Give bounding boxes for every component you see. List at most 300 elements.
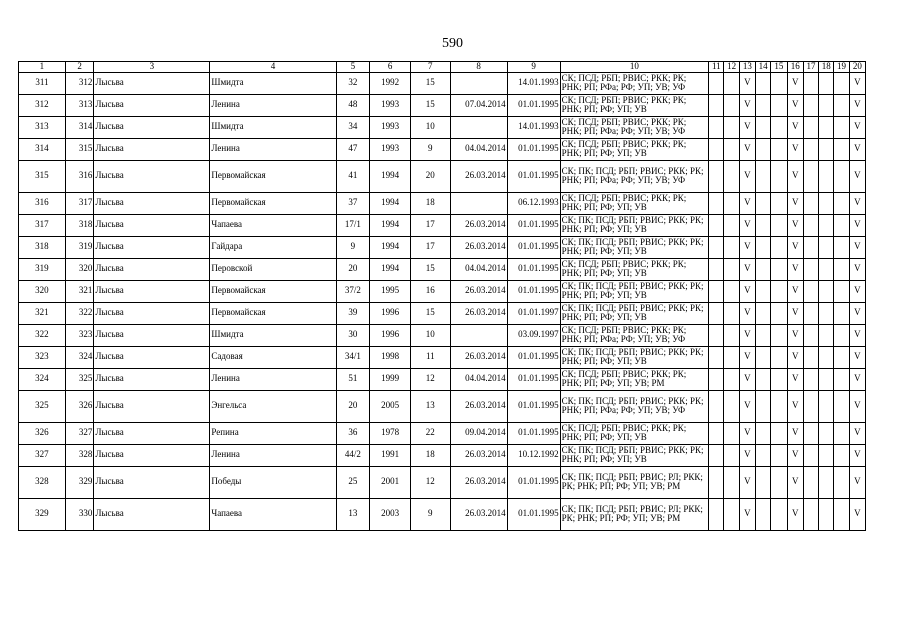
mark-col-15: [771, 444, 787, 466]
mark-col-12: [724, 214, 739, 236]
mark-col-13: V: [739, 498, 755, 530]
cell-col-2: 326: [65, 390, 94, 422]
mark-col-16: V: [787, 422, 803, 444]
cell-col-9: 14.01.1993: [507, 116, 560, 138]
cell-col-2: 329: [65, 466, 94, 498]
cell-col-7: 11: [410, 346, 450, 368]
cell-col-4: Ленина: [210, 444, 336, 466]
mark-col-16: V: [787, 390, 803, 422]
mark-col-20: V: [849, 160, 865, 192]
cell-col-6: 1994: [370, 236, 411, 258]
mark-col-20: V: [849, 346, 865, 368]
mark-col-13: V: [739, 116, 755, 138]
mark-col-16: V: [787, 346, 803, 368]
cell-col-2: 327: [65, 422, 94, 444]
cell-col-10: СК; ПК; ПСД; РБП; РВИС; РКК; РК; РНК; РП; РФа; РФ; УП; УВ; УФ: [560, 160, 709, 192]
mark-col-17: [803, 498, 818, 530]
mark-col-15: [771, 422, 787, 444]
column-header: 17: [803, 62, 818, 73]
mark-col-15: [771, 324, 787, 346]
cell-col-1: 318: [19, 236, 66, 258]
mark-col-17: [803, 72, 818, 94]
cell-col-2: 319: [65, 236, 94, 258]
column-header: 8: [450, 62, 507, 73]
cell-col-1: 323: [19, 346, 66, 368]
cell-col-2: 324: [65, 346, 94, 368]
cell-col-1: 315: [19, 160, 66, 192]
mark-col-11: [709, 498, 724, 530]
cell-col-8: 26.03.2014: [450, 466, 507, 498]
cell-col-7: 16: [410, 280, 450, 302]
mark-col-15: [771, 498, 787, 530]
mark-col-15: [771, 72, 787, 94]
mark-col-12: [724, 116, 739, 138]
cell-col-8: [450, 116, 507, 138]
cell-col-3: Лысьва: [94, 302, 210, 324]
mark-col-14: [756, 444, 771, 466]
cell-col-4: Шмидта: [210, 72, 336, 94]
mark-col-11: [709, 236, 724, 258]
cell-col-10: СК; ПСД; РБП; РВИС; РКК; РК; РНК; РП; РФа; РФ; УП; УВ; УФ: [560, 324, 709, 346]
mark-col-15: [771, 236, 787, 258]
cell-col-6: 1992: [370, 72, 411, 94]
cell-col-4: Шмидта: [210, 116, 336, 138]
mark-col-12: [724, 192, 739, 214]
mark-col-20: V: [849, 390, 865, 422]
cell-col-6: 2001: [370, 466, 411, 498]
cell-col-5: 51: [336, 368, 370, 390]
mark-col-16: V: [787, 236, 803, 258]
cell-col-2: 318: [65, 214, 94, 236]
mark-col-11: [709, 116, 724, 138]
cell-col-9: 01.01.1995: [507, 94, 560, 116]
cell-col-2: 312: [65, 72, 94, 94]
cell-col-7: 15: [410, 302, 450, 324]
mark-col-11: [709, 368, 724, 390]
cell-col-6: 1998: [370, 346, 411, 368]
cell-col-2: 325: [65, 368, 94, 390]
mark-col-17: [803, 116, 818, 138]
table-row: [19, 466, 866, 498]
mark-col-18: [819, 390, 834, 422]
mark-col-18: [819, 160, 834, 192]
cell-col-3: Лысьва: [94, 346, 210, 368]
mark-col-12: [724, 422, 739, 444]
mark-col-11: [709, 422, 724, 444]
mark-col-14: [756, 236, 771, 258]
mark-col-13: V: [739, 444, 755, 466]
cell-col-1: 312: [19, 94, 66, 116]
mark-col-20: V: [849, 444, 865, 466]
header-row: [19, 62, 866, 73]
mark-col-13: V: [739, 466, 755, 498]
cell-col-10: СК; ПСД; РБП; РВИС; РКК; РК; РНК; РП; РФ; УП; УВ: [560, 258, 709, 280]
cell-col-5: 37: [336, 192, 370, 214]
mark-col-16: V: [787, 498, 803, 530]
cell-col-6: 1993: [370, 94, 411, 116]
mark-col-16: V: [787, 302, 803, 324]
cell-col-7: 15: [410, 258, 450, 280]
cell-col-1: 314: [19, 138, 66, 160]
mark-col-14: [756, 280, 771, 302]
mark-col-13: V: [739, 236, 755, 258]
cell-col-9: 01.01.1995: [507, 498, 560, 530]
cell-col-8: 26.03.2014: [450, 390, 507, 422]
column-header: 14: [756, 62, 771, 73]
mark-col-20: V: [849, 498, 865, 530]
cell-col-8: 26.03.2014: [450, 280, 507, 302]
mark-col-16: V: [787, 138, 803, 160]
mark-col-17: [803, 236, 818, 258]
mark-col-11: [709, 324, 724, 346]
cell-col-4: Ленина: [210, 368, 336, 390]
mark-col-19: [834, 214, 849, 236]
mark-col-11: [709, 302, 724, 324]
cell-col-3: Лысьва: [94, 498, 210, 530]
cell-col-9: 01.01.1995: [507, 390, 560, 422]
mark-col-18: [819, 72, 834, 94]
table-row: [19, 192, 866, 214]
cell-col-4: Репина: [210, 422, 336, 444]
cell-col-2: 328: [65, 444, 94, 466]
mark-col-17: [803, 422, 818, 444]
cell-col-1: 319: [19, 258, 66, 280]
cell-col-10: СК; ПСД; РБП; РВИС; РКК; РК; РНК; РП; РФ; УП; УВ: [560, 422, 709, 444]
mark-col-15: [771, 280, 787, 302]
cell-col-5: 30: [336, 324, 370, 346]
mark-col-20: V: [849, 138, 865, 160]
mark-col-15: [771, 94, 787, 116]
cell-col-8: 26.03.2014: [450, 444, 507, 466]
mark-col-13: V: [739, 138, 755, 160]
cell-col-9: 01.01.1995: [507, 214, 560, 236]
cell-col-6: 1996: [370, 324, 411, 346]
cell-col-5: 20: [336, 390, 370, 422]
cell-col-8: 26.03.2014: [450, 498, 507, 530]
cell-col-8: 26.03.2014: [450, 214, 507, 236]
mark-col-14: [756, 258, 771, 280]
cell-col-4: Чапаева: [210, 498, 336, 530]
mark-col-19: [834, 368, 849, 390]
cell-col-6: 1996: [370, 302, 411, 324]
cell-col-7: 13: [410, 390, 450, 422]
mark-col-11: [709, 192, 724, 214]
mark-col-14: [756, 302, 771, 324]
mark-col-19: [834, 72, 849, 94]
mark-col-19: [834, 94, 849, 116]
mark-col-17: [803, 368, 818, 390]
mark-col-17: [803, 324, 818, 346]
table-row: [19, 444, 866, 466]
cell-col-2: 320: [65, 258, 94, 280]
cell-col-10: СК; ПК; ПСД; РБП; РВИС; РКК; РК; РНК; РП; РФ; УП; УВ: [560, 302, 709, 324]
mark-col-12: [724, 280, 739, 302]
cell-col-8: [450, 72, 507, 94]
cell-col-3: Лысьва: [94, 192, 210, 214]
cell-col-2: 323: [65, 324, 94, 346]
cell-col-3: Лысьва: [94, 444, 210, 466]
cell-col-6: 1993: [370, 116, 411, 138]
column-header: 19: [834, 62, 849, 73]
mark-col-12: [724, 368, 739, 390]
mark-col-17: [803, 258, 818, 280]
mark-col-20: V: [849, 236, 865, 258]
cell-col-6: 1991: [370, 444, 411, 466]
mark-col-13: V: [739, 258, 755, 280]
column-header: 4: [210, 62, 336, 73]
mark-col-20: V: [849, 94, 865, 116]
column-header: 11: [709, 62, 724, 73]
mark-col-17: [803, 466, 818, 498]
cell-col-8: 09.04.2014: [450, 422, 507, 444]
mark-col-17: [803, 192, 818, 214]
mark-col-18: [819, 324, 834, 346]
cell-col-4: Шмидта: [210, 324, 336, 346]
mark-col-18: [819, 94, 834, 116]
cell-col-9: 01.01.1995: [507, 280, 560, 302]
table-row: [19, 214, 866, 236]
cell-col-5: 44/2: [336, 444, 370, 466]
cell-col-4: Первомайская: [210, 302, 336, 324]
cell-col-10: СК; ПК; ПСД; РБП; РВИС; РЛ; РКК; РК; РНК; РП; РФ; УП; УВ; РМ: [560, 498, 709, 530]
cell-col-1: 329: [19, 498, 66, 530]
mark-col-20: V: [849, 302, 865, 324]
table-body: [19, 72, 866, 530]
mark-col-12: [724, 236, 739, 258]
cell-col-10: СК; ПК; ПСД; РБП; РВИС; РКК; РК; РНК; РП; РФа; РФ; УП; УВ; УФ: [560, 390, 709, 422]
mark-col-19: [834, 324, 849, 346]
cell-col-3: Лысьва: [94, 138, 210, 160]
cell-col-1: 326: [19, 422, 66, 444]
cell-col-4: Чапаева: [210, 214, 336, 236]
cell-col-5: 9: [336, 236, 370, 258]
mark-col-19: [834, 390, 849, 422]
mark-col-18: [819, 214, 834, 236]
table-row: [19, 116, 866, 138]
mark-col-19: [834, 302, 849, 324]
mark-col-12: [724, 302, 739, 324]
mark-col-13: V: [739, 302, 755, 324]
mark-col-11: [709, 160, 724, 192]
cell-col-6: 1993: [370, 138, 411, 160]
mark-col-11: [709, 214, 724, 236]
mark-col-16: V: [787, 444, 803, 466]
mark-col-16: V: [787, 368, 803, 390]
cell-col-8: [450, 192, 507, 214]
mark-col-19: [834, 138, 849, 160]
cell-col-10: СК; ПСД; РБП; РВИС; РКК; РК; РНК; РП; РФа; РФ; УП; УВ; УФ: [560, 116, 709, 138]
mark-col-18: [819, 138, 834, 160]
mark-col-15: [771, 368, 787, 390]
cell-col-2: 321: [65, 280, 94, 302]
mark-col-11: [709, 280, 724, 302]
mark-col-12: [724, 160, 739, 192]
cell-col-4: Первомайская: [210, 160, 336, 192]
mark-col-15: [771, 466, 787, 498]
mark-col-15: [771, 214, 787, 236]
page-number: 590: [442, 36, 463, 51]
mark-col-11: [709, 390, 724, 422]
cell-col-7: 15: [410, 94, 450, 116]
mark-col-15: [771, 192, 787, 214]
cell-col-8: 26.03.2014: [450, 346, 507, 368]
column-header: 15: [771, 62, 787, 73]
cell-col-7: 15: [410, 72, 450, 94]
mark-col-18: [819, 192, 834, 214]
cell-col-8: 26.03.2014: [450, 236, 507, 258]
mark-col-13: V: [739, 422, 755, 444]
mark-col-19: [834, 498, 849, 530]
mark-col-18: [819, 368, 834, 390]
mark-col-15: [771, 302, 787, 324]
cell-col-3: Лысьва: [94, 236, 210, 258]
mark-col-17: [803, 280, 818, 302]
mark-col-16: V: [787, 280, 803, 302]
cell-col-8: 26.03.2014: [450, 302, 507, 324]
cell-col-1: 316: [19, 192, 66, 214]
column-header: 6: [370, 62, 411, 73]
cell-col-5: 20: [336, 258, 370, 280]
mark-col-17: [803, 138, 818, 160]
mark-col-20: V: [849, 72, 865, 94]
mark-col-11: [709, 94, 724, 116]
table-row: [19, 258, 866, 280]
mark-col-14: [756, 192, 771, 214]
cell-col-2: 317: [65, 192, 94, 214]
mark-col-17: [803, 346, 818, 368]
mark-col-12: [724, 346, 739, 368]
cell-col-9: 01.01.1995: [507, 466, 560, 498]
mark-col-20: V: [849, 116, 865, 138]
mark-col-20: V: [849, 192, 865, 214]
table-row: [19, 422, 866, 444]
mark-col-14: [756, 160, 771, 192]
cell-col-9: 01.01.1995: [507, 138, 560, 160]
table-row: [19, 280, 866, 302]
mark-col-20: V: [849, 422, 865, 444]
cell-col-10: СК; ПК; ПСД; РБП; РВИС; РКК; РК; РНК; РП; РФ; УП; УВ: [560, 236, 709, 258]
cell-col-1: 327: [19, 444, 66, 466]
cell-col-4: Победы: [210, 466, 336, 498]
cell-col-3: Лысьва: [94, 160, 210, 192]
mark-col-19: [834, 160, 849, 192]
cell-col-3: Лысьва: [94, 116, 210, 138]
mark-col-18: [819, 280, 834, 302]
cell-col-6: 1999: [370, 368, 411, 390]
cell-col-5: 39: [336, 302, 370, 324]
mark-col-14: [756, 422, 771, 444]
cell-col-3: Лысьва: [94, 214, 210, 236]
mark-col-18: [819, 258, 834, 280]
mark-col-13: V: [739, 280, 755, 302]
mark-col-19: [834, 258, 849, 280]
mark-col-13: V: [739, 94, 755, 116]
cell-col-9: 01.01.1997: [507, 302, 560, 324]
cell-col-10: СК; ПК; ПСД; РБП; РВИС; РКК; РК; РНК; РП; РФ; УП; УВ: [560, 214, 709, 236]
cell-col-2: 322: [65, 302, 94, 324]
mark-col-18: [819, 302, 834, 324]
column-header: 13: [739, 62, 755, 73]
mark-col-13: V: [739, 214, 755, 236]
cell-col-7: 12: [410, 368, 450, 390]
mark-col-20: V: [849, 280, 865, 302]
cell-col-6: 1994: [370, 160, 411, 192]
cell-col-6: 1994: [370, 214, 411, 236]
mark-col-14: [756, 138, 771, 160]
mark-col-18: [819, 236, 834, 258]
cell-col-7: 18: [410, 192, 450, 214]
mark-col-16: V: [787, 116, 803, 138]
cell-col-9: 01.01.1995: [507, 258, 560, 280]
mark-col-11: [709, 258, 724, 280]
mark-col-19: [834, 346, 849, 368]
mark-col-15: [771, 138, 787, 160]
cell-col-1: 321: [19, 302, 66, 324]
mark-col-19: [834, 116, 849, 138]
cell-col-7: 10: [410, 116, 450, 138]
mark-col-15: [771, 160, 787, 192]
mark-col-17: [803, 94, 818, 116]
mark-col-14: [756, 94, 771, 116]
mark-col-12: [724, 138, 739, 160]
table-row: [19, 138, 866, 160]
mark-col-19: [834, 466, 849, 498]
mark-col-12: [724, 324, 739, 346]
cell-col-1: 328: [19, 466, 66, 498]
cell-col-1: 322: [19, 324, 66, 346]
mark-col-19: [834, 422, 849, 444]
cell-col-10: СК; ПСД; РБП; РВИС; РКК; РК; РНК; РП; РФ; УП; УВ; РМ: [560, 368, 709, 390]
cell-col-5: 13: [336, 498, 370, 530]
mark-col-14: [756, 498, 771, 530]
cell-col-4: Энгельса: [210, 390, 336, 422]
mark-col-15: [771, 258, 787, 280]
cell-col-8: 26.03.2014: [450, 160, 507, 192]
mark-col-19: [834, 444, 849, 466]
mark-col-15: [771, 116, 787, 138]
mark-col-14: [756, 466, 771, 498]
cell-col-5: 48: [336, 94, 370, 116]
mark-col-16: V: [787, 466, 803, 498]
mark-col-11: [709, 138, 724, 160]
cell-col-10: СК; ПСД; РБП; РВИС; РКК; РК; РНК; РП; РФ; УП; УВ: [560, 192, 709, 214]
mark-col-17: [803, 444, 818, 466]
cell-col-10: СК; ПСД; РБП; РВИС; РКК; РК; РНК; РП; РФа; РФ; УП; УВ; УФ: [560, 72, 709, 94]
cell-col-7: 20: [410, 160, 450, 192]
cell-col-7: 17: [410, 214, 450, 236]
table-row: [19, 160, 866, 192]
mark-col-15: [771, 346, 787, 368]
mark-col-14: [756, 346, 771, 368]
cell-col-7: 9: [410, 498, 450, 530]
mark-col-20: V: [849, 258, 865, 280]
mark-col-18: [819, 466, 834, 498]
cell-col-5: 34: [336, 116, 370, 138]
cell-col-3: Лысьва: [94, 72, 210, 94]
column-header: 2: [65, 62, 94, 73]
mark-col-18: [819, 422, 834, 444]
column-header: 5: [336, 62, 370, 73]
mark-col-13: V: [739, 390, 755, 422]
cell-col-5: 41: [336, 160, 370, 192]
cell-col-1: 324: [19, 368, 66, 390]
cell-col-3: Лысьва: [94, 422, 210, 444]
mark-col-16: V: [787, 160, 803, 192]
cell-col-5: 25: [336, 466, 370, 498]
cell-col-2: 314: [65, 116, 94, 138]
mark-col-14: [756, 324, 771, 346]
cell-col-4: Первомайская: [210, 192, 336, 214]
